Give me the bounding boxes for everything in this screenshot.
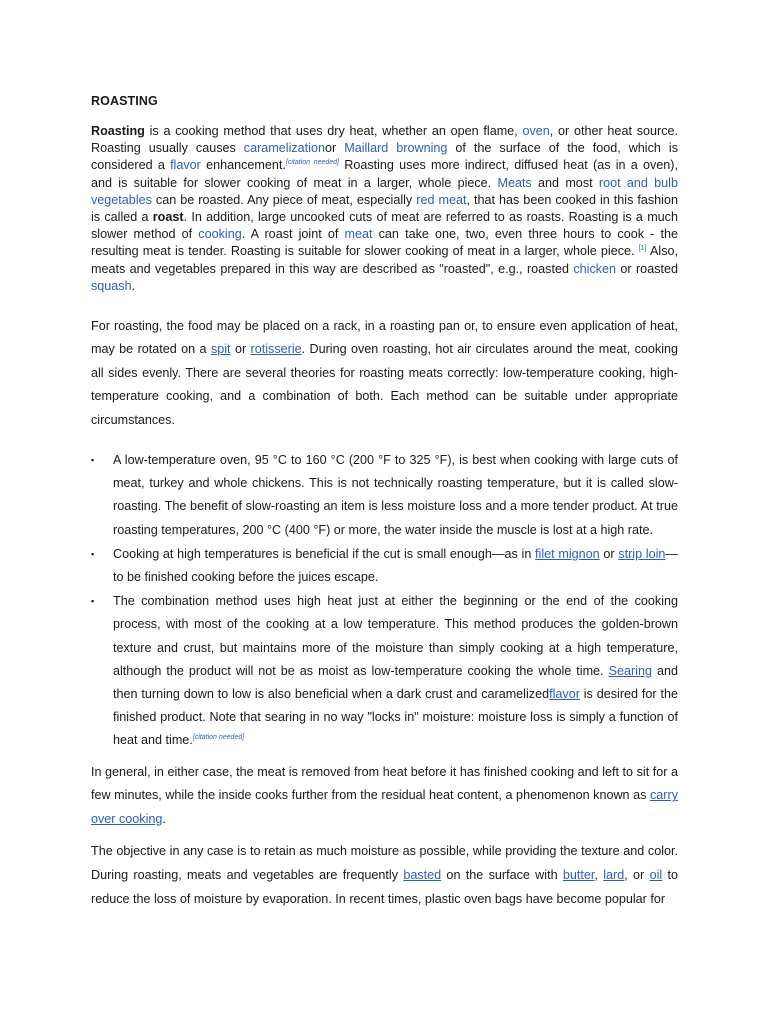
text-run: or roasted bbox=[616, 261, 678, 276]
citation-needed-note[interactable]: [citation needed] bbox=[192, 734, 245, 742]
paragraph-carry-over bbox=[91, 761, 678, 831]
link-chicken[interactable]: chicken bbox=[573, 261, 617, 276]
link-caramelization[interactable]: caramelization bbox=[243, 141, 325, 156]
text-run: . bbox=[131, 278, 136, 293]
text-run: The combination method uses high heat just at either the beginning or the end of the cooking process, with most of the cooking at a low temperature. This method produces the golden-brown texture and crust, but maintains more of the moisture than simply cooking at a high temperature, although the product will not be as moist as low-temperature cooking the whole time. bbox=[113, 594, 678, 678]
text-run: is desired for the finished product. Note that searing in no way "locks in" moisture: moisture loss is simply a function of heat and time. bbox=[113, 687, 678, 748]
text-run: Roasting uses more indirect, diffused heat (as in a oven), and is suitable for slower cooking of meat in a larger, whole piece. bbox=[91, 158, 678, 190]
text-run: Cooking at high temperatures is beneficial if the cut is small enough—as in bbox=[113, 546, 536, 561]
link-lard[interactable]: lard bbox=[603, 868, 625, 882]
link-maillard-browning[interactable]: Maillard browning bbox=[344, 141, 448, 156]
link-strip-loin[interactable]: strip loin bbox=[618, 546, 666, 561]
text-run: or bbox=[230, 342, 251, 357]
bullet-icon: ▪ bbox=[91, 596, 95, 607]
text-run: —to be finished cooking before the juices escape. bbox=[113, 546, 678, 585]
text-run: is a cooking method that uses dry heat, whether an open flame, bbox=[144, 124, 523, 138]
link-red-meat[interactable]: red meat bbox=[416, 192, 467, 207]
list-item bbox=[91, 449, 678, 542]
text-run: and then turning down to low is also beneficial when a dark crust and caramelized bbox=[113, 663, 678, 702]
text-run: , bbox=[594, 868, 604, 882]
term-roasting: Roasting bbox=[91, 124, 145, 138]
term-roast: roast bbox=[152, 210, 184, 225]
text-run: to reduce the loss of moisture by evaporation. In recent times, plastic oven bags have become popular for bbox=[91, 868, 678, 906]
text-run: In general, in either case, the meat is removed from heat before it has finished cooking and left to sit for a few minutes, while the inside cooks further from the residual heat content, a phenomenon known as bbox=[91, 765, 678, 803]
text-run: , or bbox=[624, 868, 650, 882]
page-heading: ROASTING bbox=[91, 94, 158, 108]
text-run: can be roasted. Any piece of meat, especially bbox=[151, 192, 417, 207]
link-spit[interactable]: spit bbox=[210, 342, 231, 357]
text-run: . A roast joint of bbox=[241, 227, 345, 242]
reference-1[interactable]: [1] bbox=[638, 245, 647, 253]
text-run: For roasting, the food may be placed on a rack, in a roasting pan or, to ensure even application of heat, may be rotated on a bbox=[91, 319, 678, 357]
text-run: . In addition, large uncooked cuts of meat are referred to as roasts. Roasting is a much slower method of bbox=[91, 210, 678, 242]
text-run: Also, meats and vegetables prepared in this way are described as "roasted", e.g., roasted bbox=[91, 244, 678, 276]
link-carry-over-cooking[interactable]: carry over cooking bbox=[91, 788, 678, 826]
paragraph-moisture bbox=[91, 839, 678, 911]
link-filet-mignon[interactable]: filet mignon bbox=[535, 546, 600, 561]
link-oil[interactable]: oil bbox=[649, 868, 663, 882]
link-meats[interactable]: Meats bbox=[497, 175, 532, 190]
text-run: . bbox=[162, 811, 166, 826]
link-flavor[interactable]: flavor bbox=[170, 158, 201, 173]
link-root-and-bulb-vegetables[interactable]: root and bulb vegetables bbox=[91, 175, 678, 207]
paragraph-intro bbox=[91, 123, 678, 295]
text-run: A low-temperature oven, 95 °C to 160 °C (200 °F to 325 °F), is best when cooking with large cuts of meat, turkey and whole chickens. This is not technically roasting temperature, but it is called slow-roasting. The benefit of slow-roasting an item is less moisture loss and a more tender product. At true roasting temperatures, 200 °C (400 °F) or more, the water inside the muscle is lost at a high rate. bbox=[113, 453, 678, 537]
text-run: can take one, two, even three hours to cook - the resulting meat is tender. Roasting is suitable for slower cooking of meat in a larger, whole piece. bbox=[91, 227, 678, 259]
link-squash[interactable]: squash bbox=[91, 278, 132, 293]
bullet-icon: ▪ bbox=[91, 455, 95, 465]
link-oven[interactable]: oven bbox=[522, 124, 550, 138]
link-basted[interactable]: basted bbox=[403, 868, 442, 882]
text-run: of the surface of the food, which is considered a bbox=[91, 141, 678, 173]
citation-needed-note[interactable]: [citation needed] bbox=[285, 159, 339, 167]
link-flavor-2[interactable]: flavor bbox=[549, 687, 580, 702]
text-run: enhancement. bbox=[200, 158, 286, 173]
methods-bullet-list bbox=[91, 449, 678, 754]
link-butter[interactable]: butter bbox=[562, 868, 595, 882]
list-item bbox=[91, 590, 678, 752]
text-run: , or other heat source. Roasting usually causes bbox=[91, 124, 678, 156]
bullet-icon: ▪ bbox=[91, 548, 95, 559]
paragraph-methods bbox=[91, 315, 678, 432]
link-cooking[interactable]: cooking bbox=[198, 227, 242, 242]
list-item bbox=[91, 543, 678, 589]
text-run: The objective in any case is to retain as much moisture as possible, while providing the texture and color. During roasting, meats and vegetables are frequently bbox=[91, 844, 678, 882]
text-run: and most bbox=[531, 175, 599, 190]
text-run: , that has been cooked in this fashion is called a bbox=[91, 192, 678, 225]
link-searing[interactable]: Searing bbox=[608, 663, 652, 678]
link-rotisserie[interactable]: rotisserie bbox=[250, 342, 302, 357]
text-run: . During oven roasting, hot air circulates around the meat, cooking all sides evenly. There are several theories for roasting meats correctly: low-temperature cooking, high-temperature cooking, and a combination of both. Each method can be suitable under appropriate circumstances. bbox=[91, 342, 678, 427]
text-run: or bbox=[599, 546, 619, 561]
text-run: or bbox=[325, 141, 345, 156]
text-run: on the surface with bbox=[441, 868, 563, 882]
link-meat[interactable]: meat bbox=[344, 227, 373, 242]
